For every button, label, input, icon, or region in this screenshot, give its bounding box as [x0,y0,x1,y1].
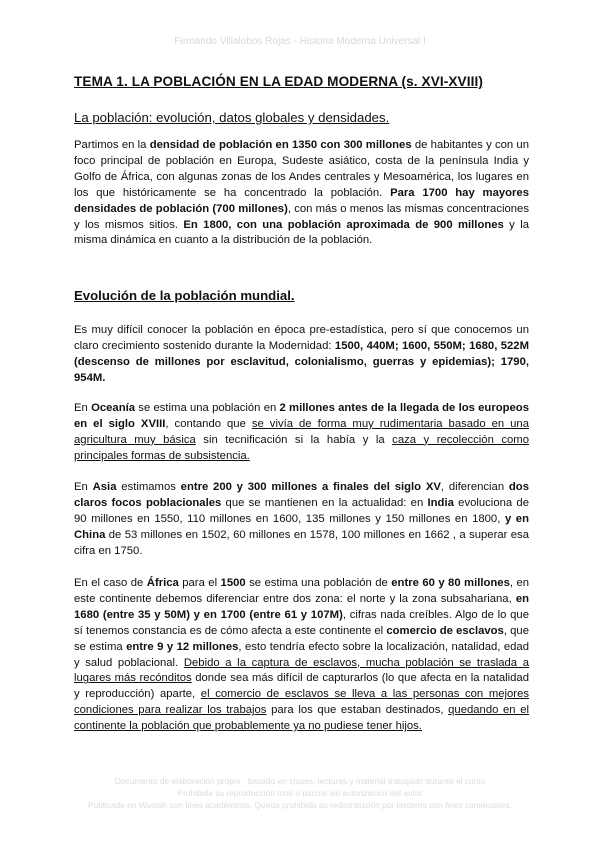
section-heading-poblacion: La población: evolución, datos globales y densidades. [74,110,390,125]
page-footer-watermark [0,775,600,811]
page-header-watermark: Fernando Villalobos Rojas - Historia Moderna Universal I [174,36,426,47]
paragraph-africa: En el caso de África para el 1500 se estima una población de entre 60 y 80 millones, en este continente debemos diferenciar entre dos zona: el norte y la zona subsahariana, en 1680 (entre 35 y 50M) y en 1700 (entre 61 y 107M), cifras nada creíbles. Algo de lo que sí tenemos constancia es de cómo afecta a este continente el comercio de esclavos, que se estima entre 9 y 12 millones, esto tendría efecto sobre la localización, natalidad, edad y salud poblacional. Debido a la captura de esclavos, mucha población se traslada a lugares más recónditos donde sea más difícil de capturarlos (lo que afecta en la natalidad y reproducción) aparte, el comercio de esclavos se lleva a las personas con mejores condiciones para realizar los trabajos para los que estaban destinados, quedando en el continente la población que probablemente ya no pudiese tener hijos. [74,577,530,733]
paragraph-evolucion: Es muy difícil conocer la población en época pre-estadística, pero sí que conocemos un claro crecimiento sostenido durante la Modernidad: 1500, 440M; 1600, 550M; 1680, 522M (descenso de millones por esclavitud, colonialismo, guerras y epidemias); 1790, 954M. [74,324,530,384]
paragraph-asia: En Asia estimamos entre 200 y 300 millones a finales del siglo XV, diferencian dos claros focos poblacionales que se mantienen en la actualidad: en India evoluciona de 90 millones en 1550, 110 millones en 1600, 135 millones y 150 millones en 1800, y en China de 53 millones en 1502, 60 millones en 1578, 100 millones en 1662 , a superar esa cifra en 1750. [74,481,529,557]
paragraph-oceania: En Oceanía se estima una población en 2 millones antes de la llegada de los europeos en el siglo XVIII, contando que se vivía de forma muy rudimentaria basado en una agricultura muy básica sin tecnificación si la había y la caza y recolección como principales formas de subsistencia. [74,402,529,462]
footer-line: Documento de elaboración propia · basado en clases, lecturas y material trabajado durante el curso [114,776,486,786]
footer-line: Prohibida su reproducción total o parcial sin autorización del autor [177,788,423,798]
footer-line: Publicado en Wuolah con fines académicos. Queda prohibida su redistribución por terceros con fines comerciales. [88,800,512,810]
section-heading-evolucion: Evolución de la población mundial. [74,288,295,303]
paragraph-densidades: Partimos en la densidad de población en 1350 con 300 millones de habitantes y con un foco principal de población en Europa, Sudeste asiático, costa de la península India y Golfo de África, con algunas zonas de los Andes centrales y Mesoamérica, los lugares en los que históricamente se ha concentrado la población. Para 1700 hay mayores densidades de población (700 millones), con más o menos las mismas concentraciones y los mismos sitios. En 1800, con una población aproximada de 900 millones y la misma dinámica en cuanto a la distribución de la población. [74,139,530,247]
document-title: TEMA 1. LA POBLACIÓN EN LA EDAD MODERNA (s. XVI-XVIII) [74,74,483,89]
